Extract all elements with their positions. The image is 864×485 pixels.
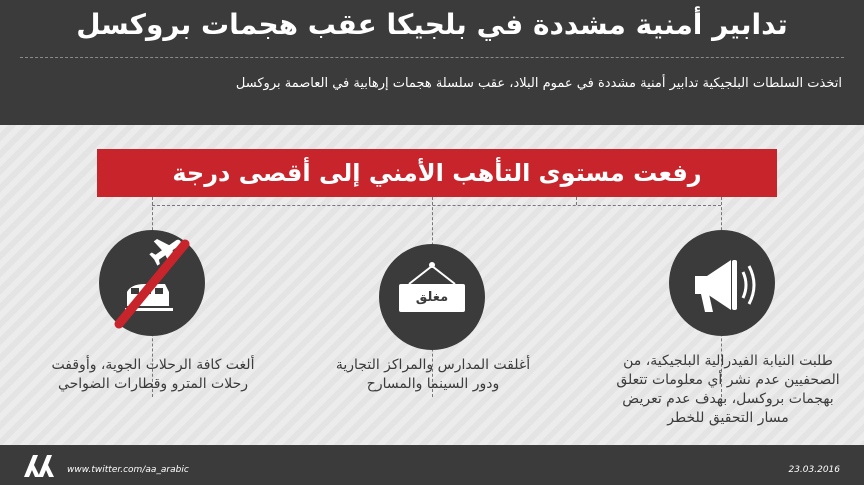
- column-closures-text: أغلقت المدارس والمراكز التجارية ودور السينما والمسارح: [335, 357, 531, 392]
- anadolu-logo: [24, 455, 62, 477]
- column-prosecutor-text: طلبت النيابة الفيدرالية البلجيكية، من الصحفيين عدم نشر أي معلومات تتعلق بهجمات بروكسل، بهدف عدم تعريض مسار التحقيق للخطر: [616, 353, 840, 426]
- column-flights-text: ألغت كافة الرحلات الجوية، وأوقفت رحلات المترو وقطارات الضواحي: [51, 357, 255, 392]
- header: [0, 0, 864, 125]
- twitter-link[interactable]: www.twitter.com/aa_arabic: [67, 465, 189, 475]
- connector-horizontal: [152, 205, 721, 206]
- divider: [20, 57, 844, 58]
- megaphone-icon: [669, 230, 775, 336]
- alert-banner: رفعت مستوى التأهب الأمني إلى أقصى درجة: [97, 149, 777, 197]
- cancelled-flights-trains-icon: [99, 230, 205, 336]
- closed-sign-icon: [379, 244, 485, 350]
- connector-stub: [576, 197, 577, 205]
- footer: [0, 445, 864, 485]
- page-subtitle: اتخذت السلطات البلجيكية تدابير أمنية مشددة في عموم البلاد، عقب سلسلة هجمات إرهابية في العاصمة بروكسل: [235, 76, 842, 91]
- closed-sign-label: مغلق: [415, 290, 449, 305]
- page-title: تدابير أمنية مشددة في بلجيكا عقب هجمات بروكسل: [76, 8, 788, 41]
- date-label: 23.03.2016: [788, 465, 840, 475]
